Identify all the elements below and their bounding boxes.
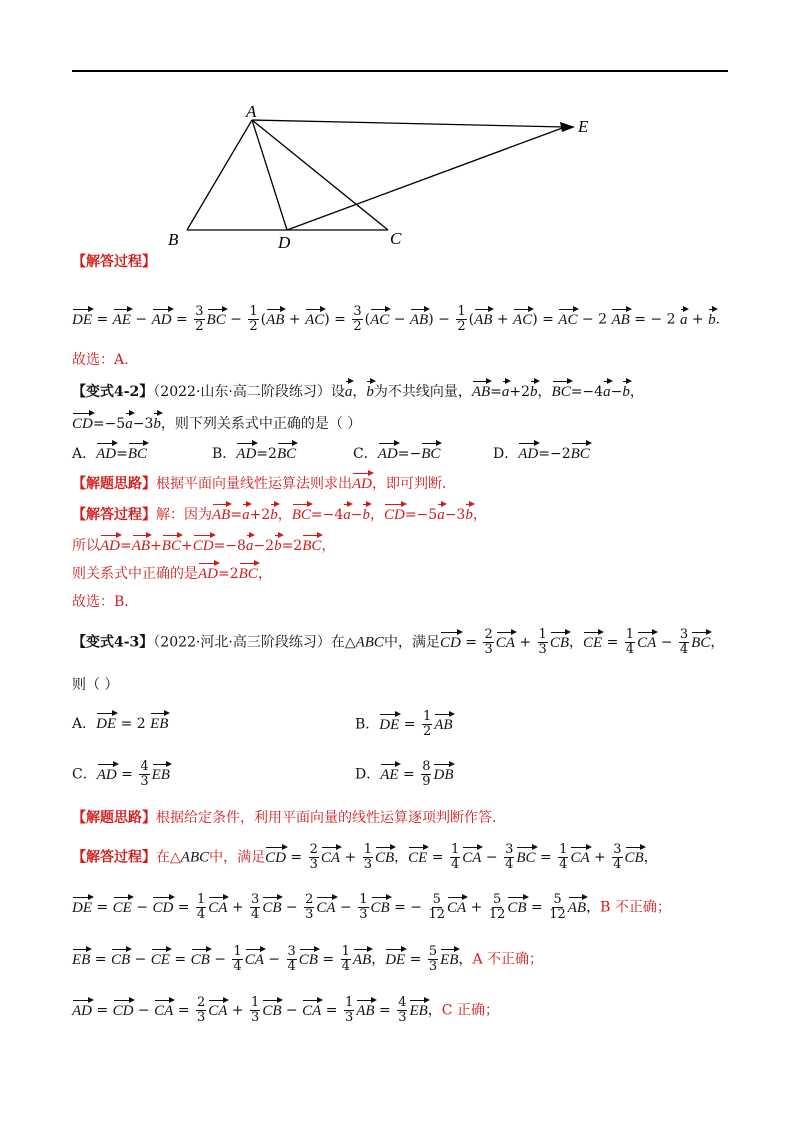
ex43-options-row1 [72,710,728,740]
ex43-note-a: A 不正确； [472,951,544,968]
ex42-idea-end: ，即可判断. [372,476,447,492]
ex42-option-a[interactable]: A．AD=BC [72,442,147,464]
ex42-option-c[interactable]: C．AD=−BC [353,442,440,464]
ex43-idea [72,808,496,828]
ex43-solution-4: AD = CD − CA = $\frac{2}{3}$ CA + $\frac{1}{3}$ CB − CA = $\frac{1}{3}$ AB = $\frac{4}{3}$ EB，C 正确； [72,995,499,1025]
ex42-solution-2: 所以AD=AB+BC+CD=−8a−2b=2BC， [72,534,335,556]
ex42-idea: 【解题思路】根据平面向量线性运算法则求出AD，即可判断. [72,472,446,494]
ex43-note-c: C 正确； [441,1002,499,1019]
ex43-idea-text: 根据给定条件，利用平面向量的线性运算逐项判断作答. [156,810,497,826]
ex43-sol-mid: 中，满足 [209,849,266,866]
ex43-stem-mid: 中，满足 [383,634,440,651]
ex42-solution-3: 则关系式中正确的是AD=2BC， [72,562,272,584]
point-e-label: E [578,117,589,136]
ex42-solution-1: 【解答过程】解：因为AB=a+2b，BC=−4a−b，CD=−5a−3b， [72,503,487,525]
ex42-tag: 【变式4-2】 [72,384,154,400]
ex43-solution-tag: 【解答过程】 [72,849,156,866]
ex42-solution-tag: 【解答过程】 [72,507,156,523]
ex43-then: 则（ ） [72,677,119,693]
ex43-stem: 【变式4-3】（2022·河北·高三阶段练习）在△ABC中，满足CD = $\frac{2}{3}$ CA + $\frac{1}{3}$ CB，CE = $\frac{1}{4}$ CA − $\frac{3}{4}$ BC， [72,627,725,657]
ex43-solution-1: 【解答过程】在△ABC中，满足CD = $\frac{2}{3}$ CA + $\frac{1}{3}$ CB，CE = $\frac{1}{4}$ CA − $\frac{3}{4}$ BC = $\frac{1}{4}$ CA + $\frac{3}{4}$ CB， [72,842,658,872]
header-rule [72,70,728,72]
ex41-formula: DE = AE − AD = $\frac{3}{2}$ BC − $\frac{1}{2}$ (AB + AC) = $\frac{3}{2}$ (AC − AB) − $\frac{1}{2}$ (AB + AC) = AC − 2 AB = − 2 a + b. [72,304,721,334]
point-c-label: C [390,229,402,248]
ex42-stem-end: ，则下列关系式中正确的是（ ） [160,416,362,432]
triangle-figure [160,105,610,255]
ex42-answer: 故选：B. [72,594,129,610]
ex42-sol-pre: 解：因为 [156,507,212,523]
ex42-option-b[interactable]: B．AD=2BC [212,442,296,464]
ex43-tag: 【变式4-3】 [72,634,154,651]
ex42-stem-2: CD=−5a−3b，则下列关系式中正确的是（ ） [72,412,361,434]
ex42-stem-pre: 设 [330,384,345,400]
ex41-solution-tag: 【解答过程】 [72,254,156,270]
ex41-answer: 故选：A. [72,352,129,368]
ex42-idea-tag: 【解题思路】 [72,476,156,492]
ex43-option-c[interactable]: C．AD = $\frac{4}{3}$ EB [72,759,170,789]
point-a-label: A [246,105,257,121]
ex43-option-d[interactable]: D．AE = $\frac{8}{9}$ DB [355,759,454,789]
ex42-source: （2022·山东·高二阶段练习） [153,384,331,400]
ex43-source: （2022·河北·高三阶段练习） [153,634,331,651]
ex43-stem-pre: 在△ [330,634,356,651]
ex43-note-b: B 不正确； [600,899,671,916]
ex42-stem: 【变式4-2】（2022·山东·高二阶段练习）设a，b为不共线向量，AB=a+2b，BC=−4a−b， [72,380,644,402]
ex43-options-row2 [72,760,728,790]
ex42-sol-line2-pre: 所以 [72,538,100,554]
point-d-label: D [278,233,291,252]
ex43-solution-3: EB = CB − CE = CB − $\frac{1}{4}$ CA − $\frac{3}{4}$ CB = $\frac{1}{4}$ AB，DE = $\frac{5}{3}$ EB，A 不正确； [72,944,544,974]
ex42-sol-line3: 则关系式中正确的是 [72,566,198,582]
ex43-idea-tag: 【解题思路】 [72,810,156,826]
ex43-sol-pre: 在△ [156,849,181,866]
point-b-label: B [168,230,179,249]
ex43-option-b[interactable]: B．DE = $\frac{1}{2}$ AB [355,709,453,739]
ex43-solution-2: DE = CE − CD = $\frac{1}{4}$ CA + $\frac{3}{4}$ CB − $\frac{2}{3}$ CA − $\frac{1}{3}$ CB = − $\frac{5}{12}$ CA + $\frac{5}{12}$ CB = $\frac{5}{12}$ AB，B 不正确； [72,892,671,922]
ex42-option-d[interactable]: D．AD=−2BC [493,442,590,464]
ex43-option-a[interactable]: A．DE = 2 EB [72,712,168,734]
ex42-stem-mid: 为不共线向量， [373,384,472,400]
ex42-idea-text: 根据平面向量线性运算法则求出 [156,476,352,492]
